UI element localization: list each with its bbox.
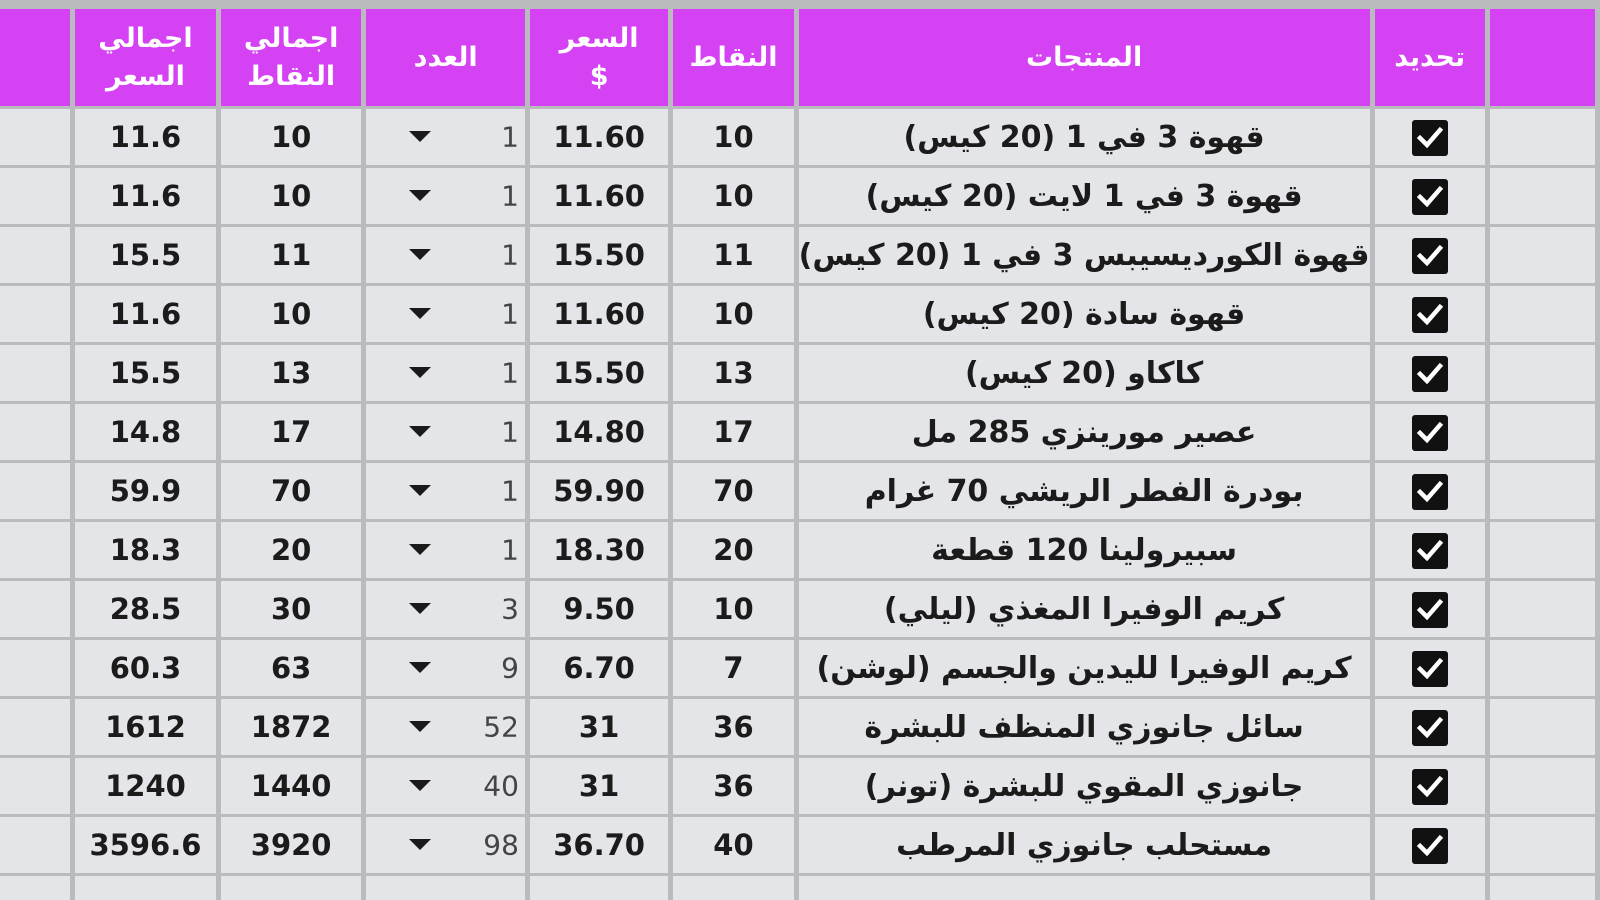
- blank-cell-right: [1490, 581, 1595, 637]
- total-points-cell: 30: [221, 581, 361, 637]
- select-cell: [1375, 758, 1485, 814]
- select-cell: [1375, 640, 1485, 696]
- price-cell: 15.50: [530, 227, 668, 283]
- header-price-currency: $: [589, 60, 609, 92]
- table-row: [0, 581, 1595, 637]
- header-total-points: [221, 9, 361, 106]
- products-table: [0, 6, 1600, 900]
- table-row: [0, 817, 1595, 873]
- price-cell: 9.50: [530, 581, 668, 637]
- product-name-cell: كريم الوفيرا لليدين والجسم (لوشن): [799, 640, 1370, 696]
- quantity-dropdown[interactable]: [366, 345, 525, 401]
- header-blank-left: [0, 9, 70, 106]
- points-cell: 40: [673, 817, 793, 873]
- blank-cell-left: [0, 758, 70, 814]
- select-cell: [1375, 227, 1485, 283]
- quantity-value: 52: [483, 710, 519, 744]
- select-cell: [1375, 581, 1485, 637]
- select-cell: [1375, 463, 1485, 519]
- quantity-value: 1: [501, 533, 519, 567]
- header-row: [0, 9, 1595, 106]
- blank-cell-right: [1490, 286, 1595, 342]
- header-total-price-line2: السعر: [106, 60, 185, 92]
- table-row: [0, 758, 1595, 814]
- select-cell: [1375, 404, 1485, 460]
- total-points-cell: 20: [221, 522, 361, 578]
- checkmark-icon: [1412, 356, 1448, 392]
- product-name-cell: بودرة الفطر الريشي 70 غرام: [799, 463, 1370, 519]
- dropdown-arrow-icon[interactable]: [409, 839, 431, 850]
- product-name-cell: جانوزي المقوي للبشرة (تونر): [799, 758, 1370, 814]
- dropdown-arrow-icon[interactable]: [409, 367, 431, 378]
- total-price-cell: 15.5: [75, 227, 216, 283]
- checkmark-icon: [1412, 769, 1448, 805]
- header-quantity: العدد: [366, 9, 525, 106]
- table-row: [0, 109, 1595, 165]
- select-checkbox[interactable]: [1412, 238, 1448, 274]
- empty-cell: [221, 876, 361, 900]
- select-checkbox[interactable]: [1412, 474, 1448, 510]
- quantity-value: 98: [483, 828, 519, 862]
- blank-cell-right: [1490, 758, 1595, 814]
- total-points-cell: 17: [221, 404, 361, 460]
- blank-cell-left: [0, 640, 70, 696]
- quantity-dropdown[interactable]: [366, 817, 525, 873]
- product-name-cell: سائل جانوزي المنظف للبشرة: [799, 699, 1370, 755]
- select-checkbox[interactable]: [1412, 356, 1448, 392]
- empty-cell: [673, 876, 793, 900]
- header-total-points-line2: النقاط: [247, 60, 336, 92]
- blank-cell-right: [1490, 463, 1595, 519]
- select-checkbox[interactable]: [1412, 415, 1448, 451]
- dropdown-arrow-icon[interactable]: [409, 544, 431, 555]
- points-cell: 17: [673, 404, 793, 460]
- blank-cell-left: [0, 109, 70, 165]
- total-points-cell: 70: [221, 463, 361, 519]
- dropdown-arrow-icon[interactable]: [409, 249, 431, 260]
- blank-cell-right: [1490, 817, 1595, 873]
- product-name-cell: قهوة سادة (20 كيس): [799, 286, 1370, 342]
- points-cell: 70: [673, 463, 793, 519]
- price-cell: 31: [530, 699, 668, 755]
- quantity-value: 1: [501, 120, 519, 154]
- points-cell: 36: [673, 758, 793, 814]
- checkmark-icon: [1412, 415, 1448, 451]
- product-name-cell: سبيرولينا 120 قطعة: [799, 522, 1370, 578]
- checkmark-icon: [1412, 828, 1448, 864]
- price-cell: 59.90: [530, 463, 668, 519]
- total-price-cell: 1612: [75, 699, 216, 755]
- blank-cell-right: [1490, 640, 1595, 696]
- select-cell: [1375, 345, 1485, 401]
- total-points-cell: 10: [221, 286, 361, 342]
- points-cell: 10: [673, 168, 793, 224]
- blank-cell-left: [0, 581, 70, 637]
- select-checkbox[interactable]: [1412, 179, 1448, 215]
- select-checkbox[interactable]: [1412, 769, 1448, 805]
- select-cell: [1375, 286, 1485, 342]
- quantity-value: 1: [501, 474, 519, 508]
- blank-cell-right: [1490, 109, 1595, 165]
- checkmark-icon: [1412, 179, 1448, 215]
- product-name-cell: عصير مورينزي 285 مل: [799, 404, 1370, 460]
- blank-cell-right: [1490, 168, 1595, 224]
- table-row: [0, 227, 1595, 283]
- dropdown-arrow-icon[interactable]: [409, 131, 431, 142]
- quantity-value: 1: [501, 297, 519, 331]
- checkmark-icon: [1412, 474, 1448, 510]
- quantity-dropdown[interactable]: [366, 463, 525, 519]
- quantity-value: 1: [501, 356, 519, 390]
- header-total-points-line1: اجمالي: [243, 22, 339, 54]
- blank-cell-left: [0, 227, 70, 283]
- header-price: [530, 9, 668, 106]
- blank-cell-left: [0, 522, 70, 578]
- table-row: [0, 463, 1595, 519]
- points-cell: 13: [673, 345, 793, 401]
- empty-cell: [75, 876, 216, 900]
- header-blank-right: [1490, 9, 1595, 106]
- header-total-price-line1: اجمالي: [98, 22, 193, 54]
- select-checkbox[interactable]: [1412, 828, 1448, 864]
- points-cell: 20: [673, 522, 793, 578]
- blank-cell-left: [0, 463, 70, 519]
- blank-cell-right: [1490, 699, 1595, 755]
- price-cell: 6.70: [530, 640, 668, 696]
- quantity-value: 9: [501, 651, 519, 685]
- total-price-cell: 3596.6: [75, 817, 216, 873]
- quantity-dropdown[interactable]: [366, 522, 525, 578]
- total-points-cell: 10: [221, 168, 361, 224]
- checkmark-icon: [1412, 297, 1448, 333]
- product-name-cell: مستحلب جانوزي المرطب: [799, 817, 1370, 873]
- dropdown-arrow-icon[interactable]: [409, 780, 431, 791]
- price-cell: 11.60: [530, 109, 668, 165]
- total-points-cell: 3920: [221, 817, 361, 873]
- table-row: [0, 286, 1595, 342]
- empty-cell: [799, 876, 1370, 900]
- quantity-value: 40: [483, 769, 519, 803]
- total-points-cell: 10: [221, 109, 361, 165]
- empty-cell: [0, 876, 70, 900]
- empty-cell: [1490, 876, 1595, 900]
- dropdown-arrow-icon[interactable]: [409, 308, 431, 319]
- header-total-price: [75, 9, 216, 106]
- table-row: [0, 640, 1595, 696]
- table-row: [0, 168, 1595, 224]
- checkmark-icon: [1412, 238, 1448, 274]
- total-price-cell: 11.6: [75, 168, 216, 224]
- dropdown-arrow-icon[interactable]: [409, 662, 431, 673]
- dropdown-arrow-icon[interactable]: [409, 426, 431, 437]
- select-checkbox[interactable]: [1412, 120, 1448, 156]
- dropdown-arrow-icon[interactable]: [409, 603, 431, 614]
- total-points-cell: 1440: [221, 758, 361, 814]
- quantity-dropdown[interactable]: [366, 640, 525, 696]
- total-price-cell: 15.5: [75, 345, 216, 401]
- total-price-cell: 11.6: [75, 286, 216, 342]
- select-cell: [1375, 109, 1485, 165]
- checkmark-icon: [1412, 120, 1448, 156]
- empty-cell: [530, 876, 668, 900]
- blank-cell-right: [1490, 404, 1595, 460]
- checkmark-icon: [1412, 592, 1448, 628]
- checkmark-icon: [1412, 710, 1448, 746]
- checkmark-icon: [1412, 651, 1448, 687]
- points-cell: 11: [673, 227, 793, 283]
- blank-cell-left: [0, 345, 70, 401]
- checkmark-icon: [1412, 533, 1448, 569]
- empty-cell: [1375, 876, 1485, 900]
- quantity-value: 1: [501, 179, 519, 213]
- product-name-cell: كريم الوفيرا المغذي (ليلي): [799, 581, 1370, 637]
- quantity-dropdown[interactable]: [366, 168, 525, 224]
- price-cell: 15.50: [530, 345, 668, 401]
- quantity-dropdown[interactable]: [366, 699, 525, 755]
- product-name-cell: كاكاو (20 كيس): [799, 345, 1370, 401]
- select-cell: [1375, 522, 1485, 578]
- select-cell: [1375, 168, 1485, 224]
- product-name-cell: قهوة 3 في 1 لايت (20 كيس): [799, 168, 1370, 224]
- points-cell: 7: [673, 640, 793, 696]
- total-points-cell: 13: [221, 345, 361, 401]
- total-points-cell: 1872: [221, 699, 361, 755]
- blank-cell-left: [0, 286, 70, 342]
- total-price-cell: 14.8: [75, 404, 216, 460]
- blank-cell-left: [0, 817, 70, 873]
- price-cell: 11.60: [530, 168, 668, 224]
- points-cell: 10: [673, 109, 793, 165]
- table-row: [0, 404, 1595, 460]
- select-checkbox[interactable]: [1412, 651, 1448, 687]
- dropdown-arrow-icon[interactable]: [409, 485, 431, 496]
- product-name-cell: قهوة الكورديسيبس 3 في 1 (20 كيس): [799, 227, 1370, 283]
- price-cell: 31: [530, 758, 668, 814]
- total-price-cell: 60.3: [75, 640, 216, 696]
- blank-cell-left: [0, 699, 70, 755]
- table-body: [0, 109, 1595, 900]
- quantity-dropdown[interactable]: [366, 581, 525, 637]
- quantity-dropdown[interactable]: [366, 286, 525, 342]
- header-price-line1: السعر: [559, 22, 639, 54]
- blank-cell-left: [0, 404, 70, 460]
- quantity-dropdown[interactable]: [366, 109, 525, 165]
- table-row: [0, 699, 1595, 755]
- price-cell: 11.60: [530, 286, 668, 342]
- total-price-cell: 28.5: [75, 581, 216, 637]
- select-cell: [1375, 817, 1485, 873]
- points-cell: 36: [673, 699, 793, 755]
- price-cell: 18.30: [530, 522, 668, 578]
- blank-cell-right: [1490, 227, 1595, 283]
- total-price-cell: 18.3: [75, 522, 216, 578]
- select-checkbox[interactable]: [1412, 297, 1448, 333]
- points-cell: 10: [673, 581, 793, 637]
- quantity-dropdown[interactable]: [366, 404, 525, 460]
- select-checkbox[interactable]: [1412, 533, 1448, 569]
- product-name-cell: قهوة 3 في 1 (20 كيس): [799, 109, 1370, 165]
- table-row: [0, 522, 1595, 578]
- total-points-cell: 63: [221, 640, 361, 696]
- dropdown-arrow-icon[interactable]: [409, 190, 431, 201]
- total-price-cell: 1240: [75, 758, 216, 814]
- select-checkbox[interactable]: [1412, 592, 1448, 628]
- header-points: النقاط: [673, 9, 793, 106]
- blank-cell-right: [1490, 345, 1595, 401]
- quantity-value: 1: [501, 238, 519, 272]
- price-cell: 36.70: [530, 817, 668, 873]
- quantity-dropdown[interactable]: [366, 758, 525, 814]
- blank-cell-right: [1490, 522, 1595, 578]
- select-cell: [1375, 699, 1485, 755]
- quantity-dropdown[interactable]: [366, 227, 525, 283]
- total-price-cell: 59.9: [75, 463, 216, 519]
- quantity-value: 3: [501, 592, 519, 626]
- total-points-cell: 11: [221, 227, 361, 283]
- blank-cell-left: [0, 168, 70, 224]
- table-row-partial: [0, 876, 1595, 900]
- total-price-cell: 11.6: [75, 109, 216, 165]
- price-cell: 14.80: [530, 404, 668, 460]
- table-row: [0, 345, 1595, 401]
- points-cell: 10: [673, 286, 793, 342]
- header-select: تحديد: [1375, 9, 1485, 106]
- quantity-value: 1: [501, 415, 519, 449]
- dropdown-arrow-icon[interactable]: [409, 721, 431, 732]
- header-products: المنتجات: [799, 9, 1370, 106]
- select-checkbox[interactable]: [1412, 710, 1448, 746]
- empty-cell: [366, 876, 525, 900]
